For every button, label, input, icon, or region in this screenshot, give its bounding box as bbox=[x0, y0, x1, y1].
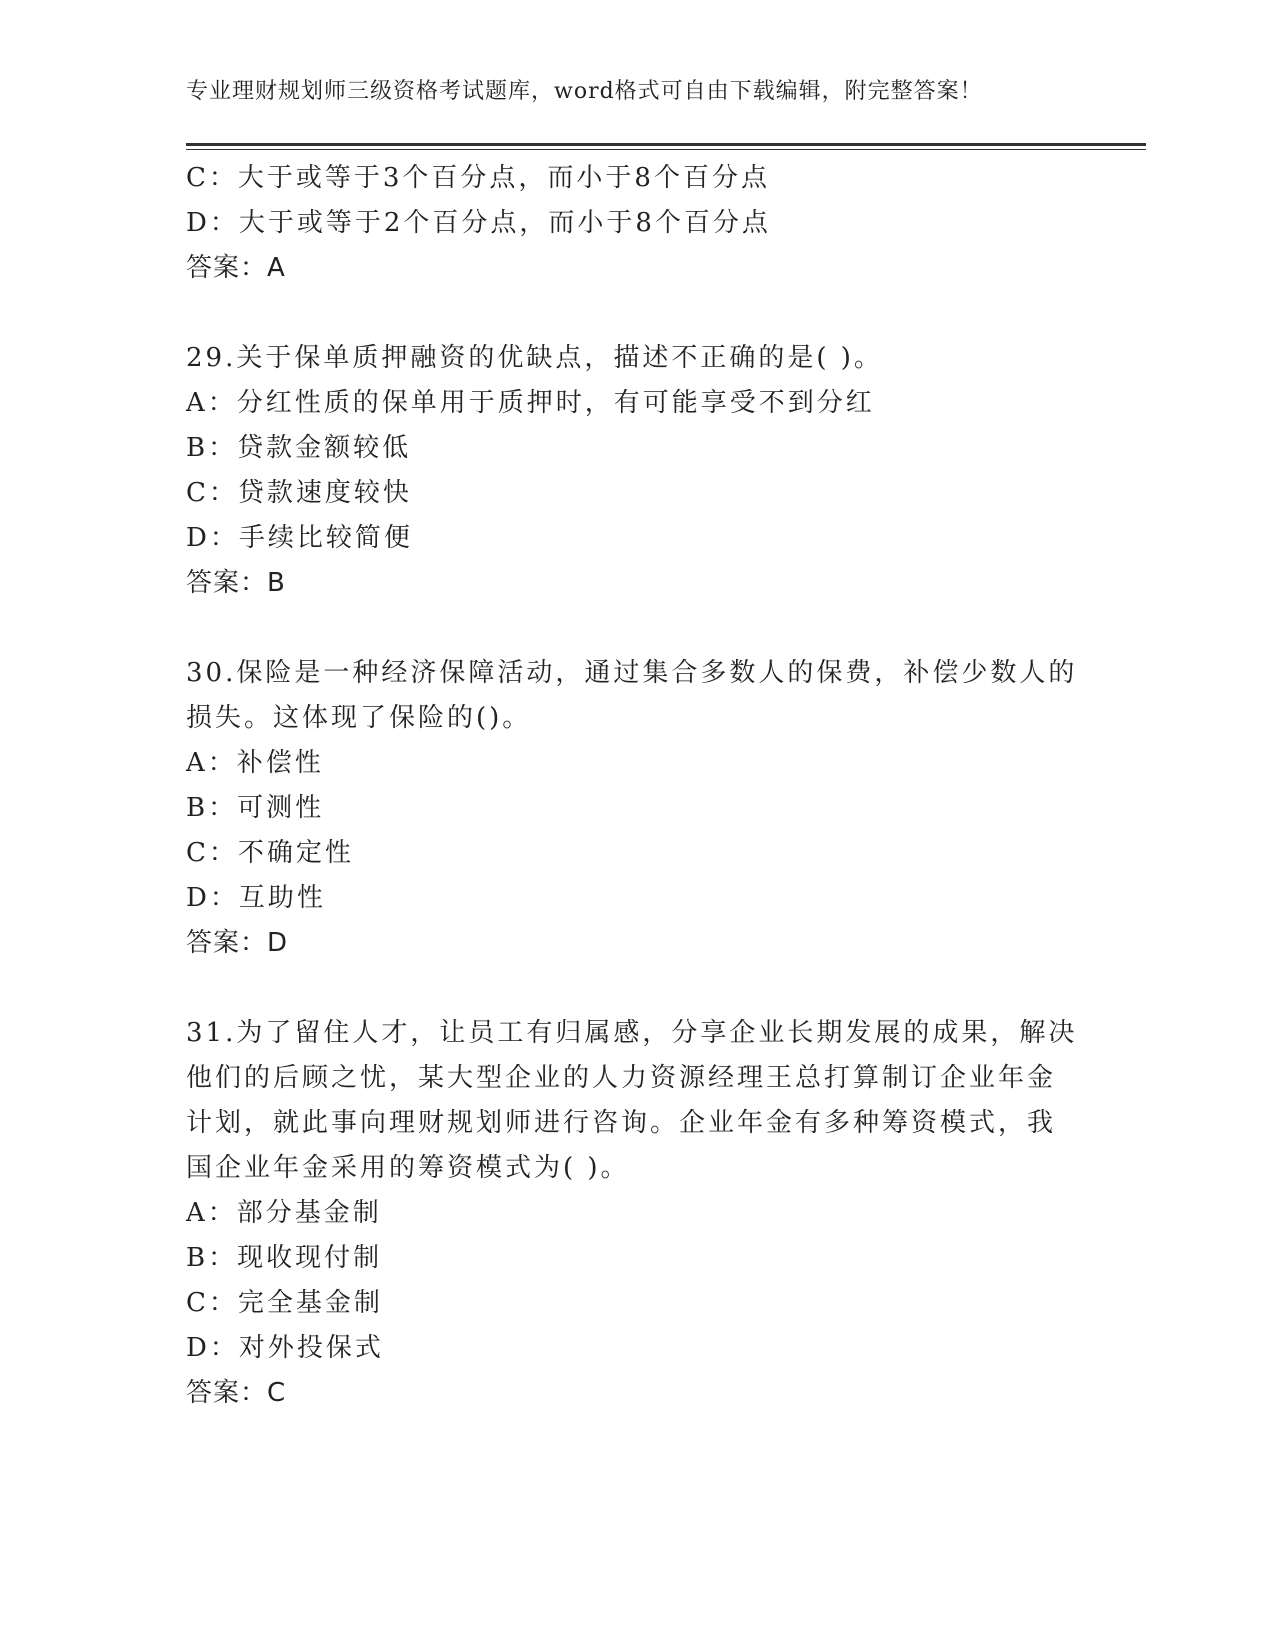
question-text: 计划，就此事向理财规划师进行咨询。企业年金有多种筹资模式，我 bbox=[186, 1108, 1057, 1138]
question-text: 30.保险是一种经济保障活动，通过集合多数人的保费，补偿少数人的 bbox=[186, 658, 1078, 688]
answer: 答案：A bbox=[186, 253, 286, 283]
header-rule-thin bbox=[186, 149, 1146, 150]
question-text: 国企业年金采用的筹资模式为( )。 bbox=[186, 1153, 630, 1183]
question-block-31 bbox=[186, 1011, 1086, 1416]
option-b: B：可测性 bbox=[186, 793, 325, 823]
option-b: B：贷款金额较低 bbox=[186, 433, 412, 463]
option-d: D：对外投保式 bbox=[186, 1333, 384, 1363]
option-d: D：手续比较简便 bbox=[186, 523, 413, 553]
question-text: 他们的后顾之忧，某大型企业的人力资源经理王总打算制订企业年金 bbox=[186, 1063, 1057, 1093]
option-a: A：部分基金制 bbox=[186, 1198, 382, 1228]
answer: 答案：B bbox=[186, 568, 286, 598]
answer: 答案：D bbox=[186, 928, 289, 958]
option-a: A：补偿性 bbox=[186, 748, 324, 778]
question-block-29 bbox=[186, 336, 1086, 606]
page-header: 专业理财规划师三级资格考试题库，word格式可自由下载编辑，附完整答案！ bbox=[186, 79, 983, 104]
answer: 答案：C bbox=[186, 1378, 287, 1408]
question-text: 29.关于保单质押融资的优缺点，描述不正确的是( )。 bbox=[186, 343, 883, 373]
option-c: C：贷款速度较快 bbox=[186, 478, 412, 508]
option-c: C：完全基金制 bbox=[186, 1288, 383, 1318]
header-rule-thick bbox=[186, 143, 1146, 146]
option-c: C：不确定性 bbox=[186, 838, 354, 868]
question-list bbox=[186, 156, 1086, 1416]
question-block-30 bbox=[186, 651, 1086, 966]
question-text: 31.为了留住人才，让员工有归属感，分享企业长期发展的成果，解决 bbox=[186, 1018, 1078, 1048]
option-d: D：大于或等于2个百分点，而小于8个百分点 bbox=[186, 208, 771, 238]
option-a: A：分红性质的保单用于质押时，有可能享受不到分红 bbox=[186, 388, 875, 418]
option-c: C：大于或等于3个百分点，而小于8个百分点 bbox=[186, 163, 770, 193]
question-text: 损失。这体现了保险的()。 bbox=[186, 703, 532, 733]
option-b: B：现收现付制 bbox=[186, 1243, 383, 1273]
question-block-28 bbox=[186, 156, 1086, 291]
option-d: D：互助性 bbox=[186, 883, 326, 913]
